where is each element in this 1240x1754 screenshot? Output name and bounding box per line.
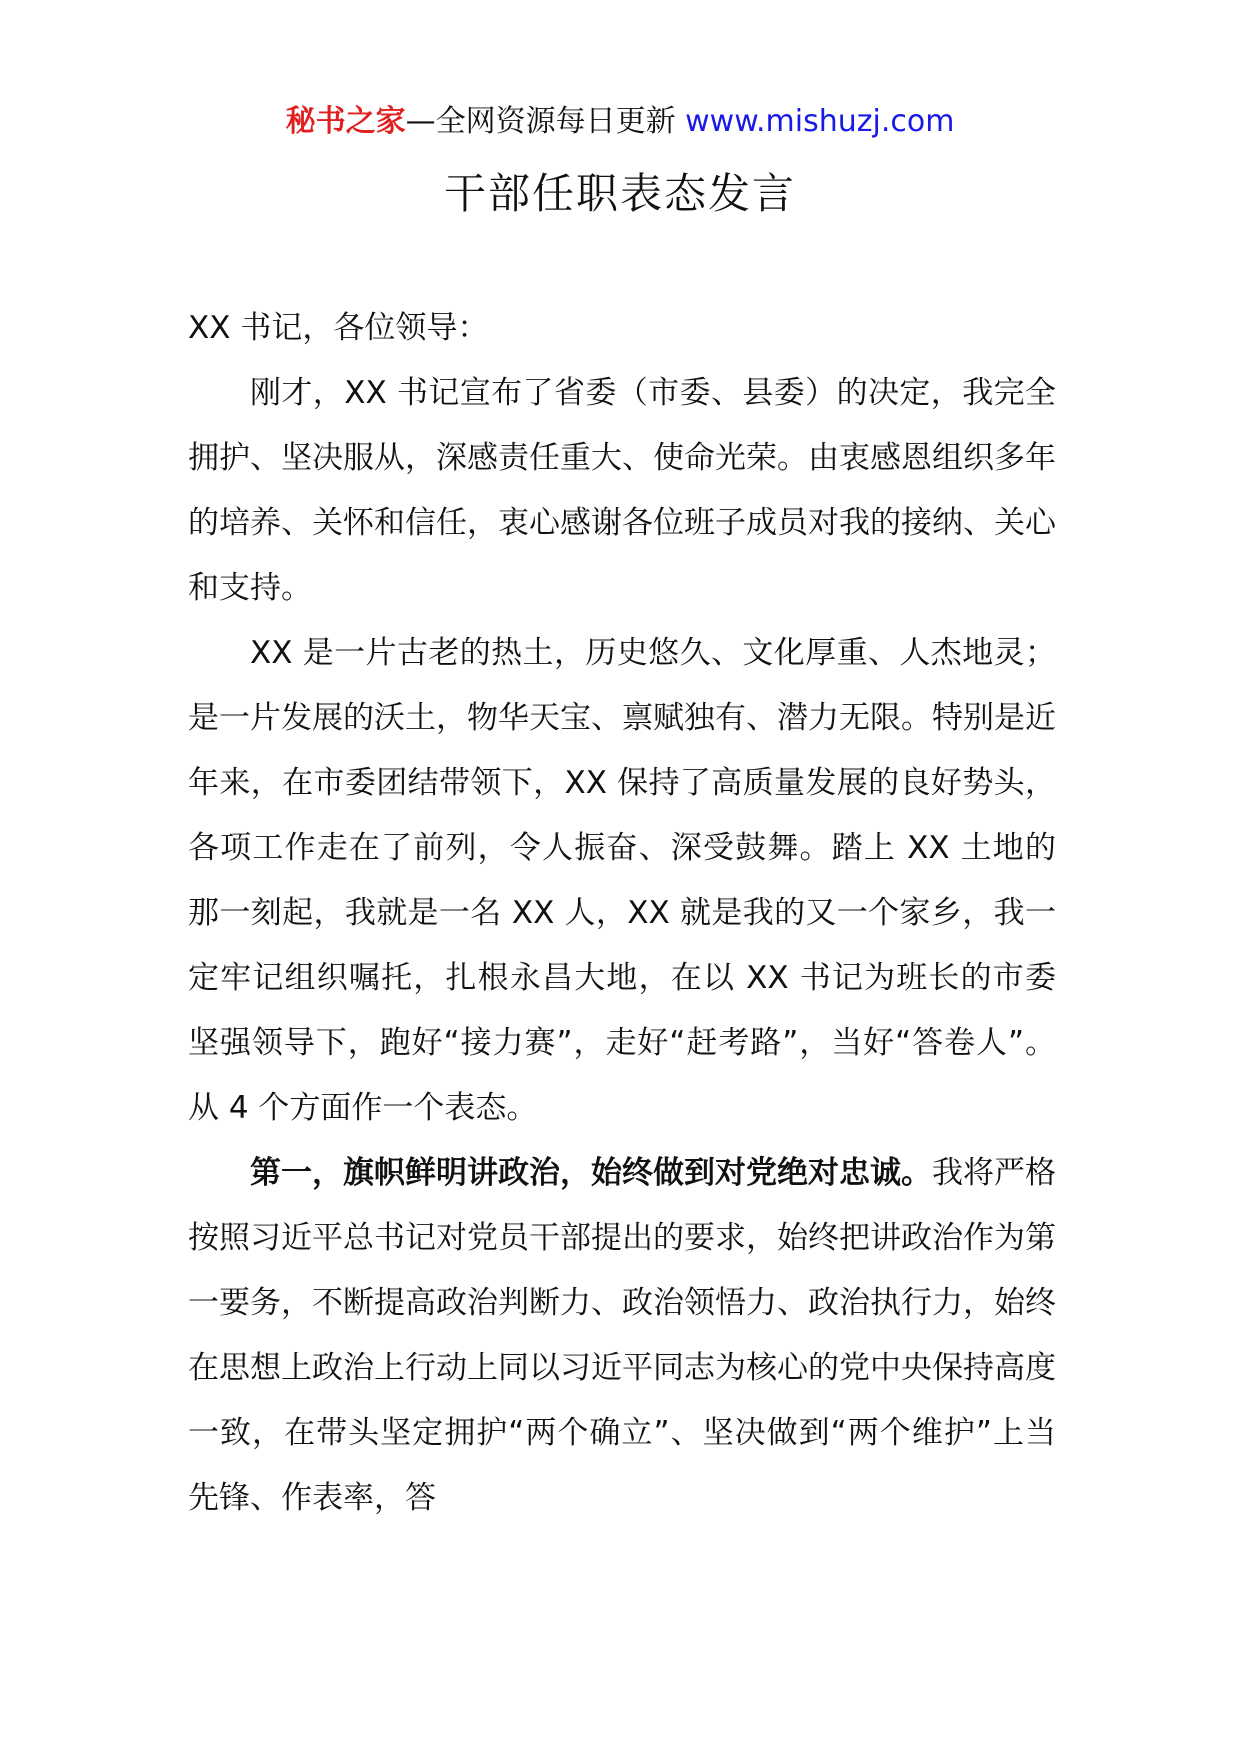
paragraph-2: XX 是一片古老的热土，历史悠久、文化厚重、人杰地灵；是一片发展的沃土，物华天宝、禀赋独有、潜力无限。特别是近年来，在市委团结带领下，XX 保持了高质量发展的良好势头，各项工作走在了前列，令人振奋、深受鼓舞。踏上 XX 土地的那一刻起，我就是一名 XX 人，XX 就是我的又一个家乡，我一定牢记组织嘱托，扎根永昌大地，在以 XX 书记为班长的市委坚强领导下，跑好“接力赛”，走好“赶考路”，当好“答卷人”。从 4 个方面作一个表态。 xyxy=(188,635,1056,1126)
site-tagline: —全网资源每日更新 xyxy=(405,104,686,139)
document-title: 干部任职表态发言 xyxy=(443,169,796,218)
point-one-text: 我将严格按照习近平总书记对党员干部提出的要求，始终把讲政治作为第一要务，不断提高政治判断力、政治领悟力、政治执行力，始终在思想上政治上行动上同以习近平同志为核心的党中央保持高度一致，在带头坚定拥护“两个确立”、坚决做到“两个维护”上当先锋、作表率，答 xyxy=(188,1155,1056,1516)
site-url-link[interactable]: www.mishuzj.com xyxy=(685,104,955,139)
salutation: XX 书记，各位领导： xyxy=(188,310,489,346)
paragraph-1: 刚才，XX 书记宣布了省委（市委、县委）的决定，我完全拥护、坚决服从，深感责任重大、使命光荣。由衷感恩组织多年的培养、关怀和信任，衷心感谢各位班子成员对我的接纳、关心和支持。 xyxy=(188,375,1056,606)
paragraph-point-one xyxy=(188,1141,1056,1531)
site-header xyxy=(0,100,1240,144)
document-body xyxy=(188,296,1056,1531)
brand-name: 秘书之家 xyxy=(285,104,406,139)
point-one-heading: 第一，旗帜鲜明讲政治，始终做到对党绝对忠诚。 xyxy=(250,1155,932,1191)
